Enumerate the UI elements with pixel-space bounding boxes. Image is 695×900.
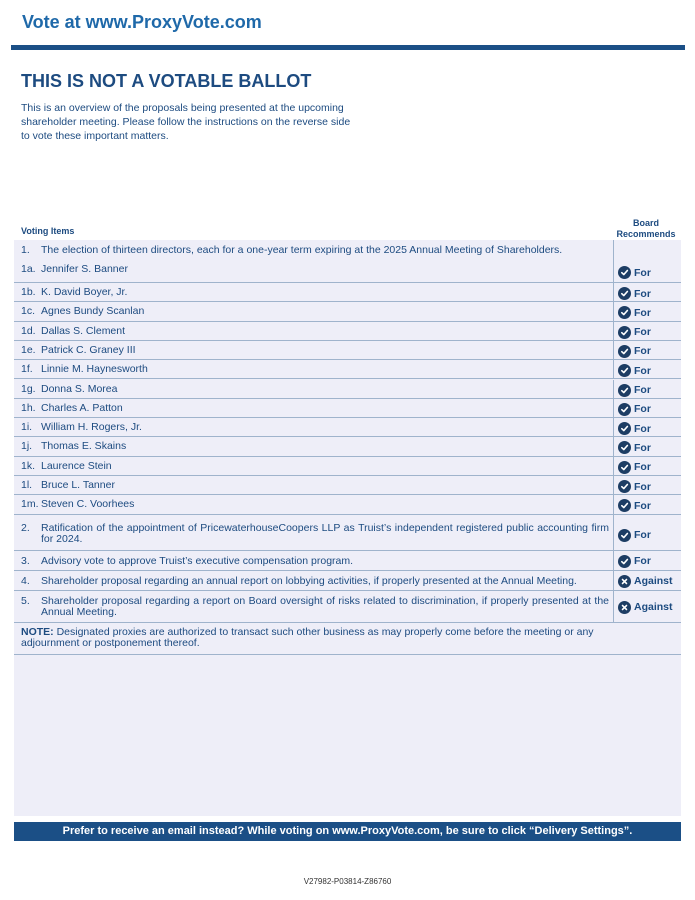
item-number: 1j.: [21, 440, 33, 453]
director-row: [14, 259, 681, 283]
proposal-row: [14, 591, 681, 623]
check-circle-icon: [618, 480, 631, 493]
email-delivery-banner: Prefer to receive an email instead? While voting on www.ProxyVote.com, be sure to click “Delivery Settings”.: [14, 822, 681, 841]
header-divider: [11, 45, 685, 50]
recommendation-label: For: [634, 403, 651, 416]
director-row: [14, 322, 681, 341]
director-row: [14, 495, 681, 514]
ballot-intro: This is an overview of the proposals being presented at the upcoming shareholder meeting. Please follow the instructions on the reverse side to vote these important matters.: [21, 102, 351, 142]
recommendation-cell: [613, 380, 681, 398]
recommendation-cell: [613, 551, 681, 570]
check-circle-icon: [618, 326, 631, 339]
recommendation-cell: [613, 240, 681, 259]
board-recommends-header: Board Recommends: [616, 218, 676, 239]
recommendation: [618, 499, 651, 512]
recommendation-label: For: [634, 287, 651, 300]
proposal-row: [14, 515, 681, 551]
note-row: [14, 623, 681, 655]
item-text: Donna S. Morea: [41, 382, 118, 395]
recommendation-cell: [613, 302, 681, 320]
check-circle-icon: [618, 287, 631, 300]
item-text: Shareholder proposal regarding an annual report on lobbying activities, if properly presented at the Annual Meeting.: [41, 574, 577, 587]
recommendation-cell: [613, 283, 681, 301]
item-number: 4.: [21, 574, 30, 587]
item-number: 5.: [21, 594, 30, 607]
recommendation-label: For: [634, 326, 651, 339]
director-row: [14, 380, 681, 399]
recommendation-cell: [613, 399, 681, 417]
item-number: 1b.: [21, 286, 36, 298]
recommendation-label: Against: [634, 601, 673, 614]
check-circle-icon: [618, 422, 631, 435]
recommendation: [618, 345, 651, 358]
x-circle-icon: [618, 575, 631, 588]
recommendation-label: For: [634, 529, 651, 542]
item-text: Shareholder proposal regarding a report on Board oversight of risks related to discrimination, if properly presented at the Annual Meeting.: [41, 594, 609, 618]
x-circle-icon: [618, 601, 631, 614]
director-row: [14, 418, 681, 437]
item-number: 1d.: [21, 324, 36, 337]
item-text: Bruce L. Tanner: [41, 479, 115, 491]
recommendation-label: For: [634, 480, 651, 493]
item-text: Steven C. Voorhees: [41, 498, 135, 511]
voting-items-list: [14, 240, 681, 816]
recommendation: [618, 403, 651, 416]
recommendation-label: For: [634, 441, 651, 454]
recommendation-cell: [613, 360, 681, 378]
item-number: 1h.: [21, 401, 36, 414]
recommendation-label: For: [634, 306, 651, 319]
document-code: V27982-P03814-Z86760: [303, 877, 392, 886]
item-text: Dallas S. Clement: [41, 324, 126, 337]
voting-items-header: Voting Items: [21, 226, 75, 236]
recommendation: [618, 601, 673, 614]
check-circle-icon: [618, 555, 631, 568]
recommendation-label: For: [634, 555, 651, 568]
check-circle-icon: [618, 306, 631, 319]
item-number: 1a.: [21, 263, 36, 275]
item-text: Charles A. Patton: [41, 401, 123, 414]
recommendation: [618, 266, 651, 279]
item-number: 1g.: [21, 382, 36, 395]
recommendation-label: For: [634, 266, 651, 279]
director-row: [14, 341, 681, 360]
recommendation: [618, 422, 651, 435]
director-row: [14, 476, 681, 495]
item-text: Laurence Stein: [41, 459, 112, 472]
item-text: William H. Rogers, Jr.: [41, 421, 142, 434]
recommendation: [618, 326, 651, 339]
item-text: Ratification of the appointment of PricewaterhouseCoopers LLP as Truist’s independent registered public accounting firm for 2024.: [41, 521, 609, 545]
recommendation-cell: [613, 259, 681, 282]
check-circle-icon: [618, 403, 631, 416]
item-text: Patrick C. Graney III: [41, 343, 136, 356]
director-row: [14, 457, 681, 476]
check-circle-icon: [618, 364, 631, 377]
recommendation: [618, 529, 651, 542]
voting-items-table: [14, 216, 681, 816]
note-label: NOTE:: [21, 625, 54, 638]
proposal-number: 1.: [21, 244, 30, 256]
recommendation-cell: [613, 591, 681, 622]
director-row: [14, 360, 681, 379]
director-row: [14, 399, 681, 418]
check-circle-icon: [618, 266, 631, 279]
recommendation-cell: [613, 322, 681, 340]
recommendation-label: Against: [634, 575, 673, 588]
recommendation-label: For: [634, 461, 651, 474]
recommendation-cell: [613, 515, 681, 550]
recommendation-cell: [613, 495, 681, 513]
note-text: [21, 627, 621, 649]
recommendation-label: For: [634, 364, 651, 377]
item-number: 2.: [21, 521, 30, 534]
recommendation-cell: [613, 571, 681, 590]
proposal-row: [14, 551, 681, 571]
item-number: 3.: [21, 554, 30, 567]
director-row: [14, 283, 681, 302]
item-text: Jennifer S. Banner: [41, 263, 128, 275]
recommendation: [618, 461, 651, 474]
check-circle-icon: [618, 345, 631, 358]
director-row: [14, 302, 681, 321]
item-number: 1f.: [21, 363, 33, 376]
item-number: 1l.: [21, 479, 33, 491]
recommendation-cell: [613, 476, 681, 494]
recommendation-label: For: [634, 345, 651, 358]
item-text: K. David Boyer, Jr.: [41, 286, 128, 298]
item-number: 1i.: [21, 421, 33, 434]
item-text: Advisory vote to approve Truist’s executive compensation program.: [41, 554, 354, 567]
note-body: Designated proxies are authorized to transact such other business as may properly come before the meeting or any adjournment or postponement thereof.: [21, 625, 594, 649]
recommendation-label: For: [634, 499, 651, 512]
check-circle-icon: [618, 529, 631, 542]
recommendation: [618, 441, 651, 454]
check-circle-icon: [618, 384, 631, 397]
recommendation: [618, 306, 651, 319]
recommendation-label: For: [634, 422, 651, 435]
item-text: Linnie M. Haynesworth: [41, 363, 148, 376]
item-number: 1m.: [21, 498, 39, 511]
recommendation: [618, 384, 651, 397]
check-circle-icon: [618, 441, 631, 454]
check-circle-icon: [618, 461, 631, 474]
item-number: 1c.: [21, 305, 36, 318]
recommendation: [618, 287, 651, 300]
ballot-title: THIS IS NOT A VOTABLE BALLOT: [21, 71, 312, 91]
check-circle-icon: [618, 499, 631, 512]
vote-site-header: Vote at www.ProxyVote.com: [22, 12, 262, 32]
recommendation-cell: [613, 437, 681, 455]
recommendation: [618, 575, 673, 588]
proposal-text: The election of thirteen directors, each for a one-year term expiring at the 2025 Annual Meeting of Shareholders.: [41, 244, 563, 256]
director-row: [14, 437, 681, 456]
recommendation: [618, 480, 651, 493]
proposal-row: [14, 571, 681, 591]
item-text: Thomas E. Skains: [41, 440, 127, 453]
item-number: 1k.: [21, 459, 36, 472]
item-text: Agnes Bundy Scanlan: [41, 305, 145, 318]
recommendation-label: For: [634, 384, 651, 396]
recommendation-cell: [613, 418, 681, 436]
recommendation: [618, 364, 651, 377]
recommendation: [618, 555, 651, 568]
item-number: 1e.: [21, 343, 36, 356]
recommendation-cell: [613, 341, 681, 359]
recommendation-cell: [613, 457, 681, 475]
proposal-1-row: [14, 240, 681, 259]
